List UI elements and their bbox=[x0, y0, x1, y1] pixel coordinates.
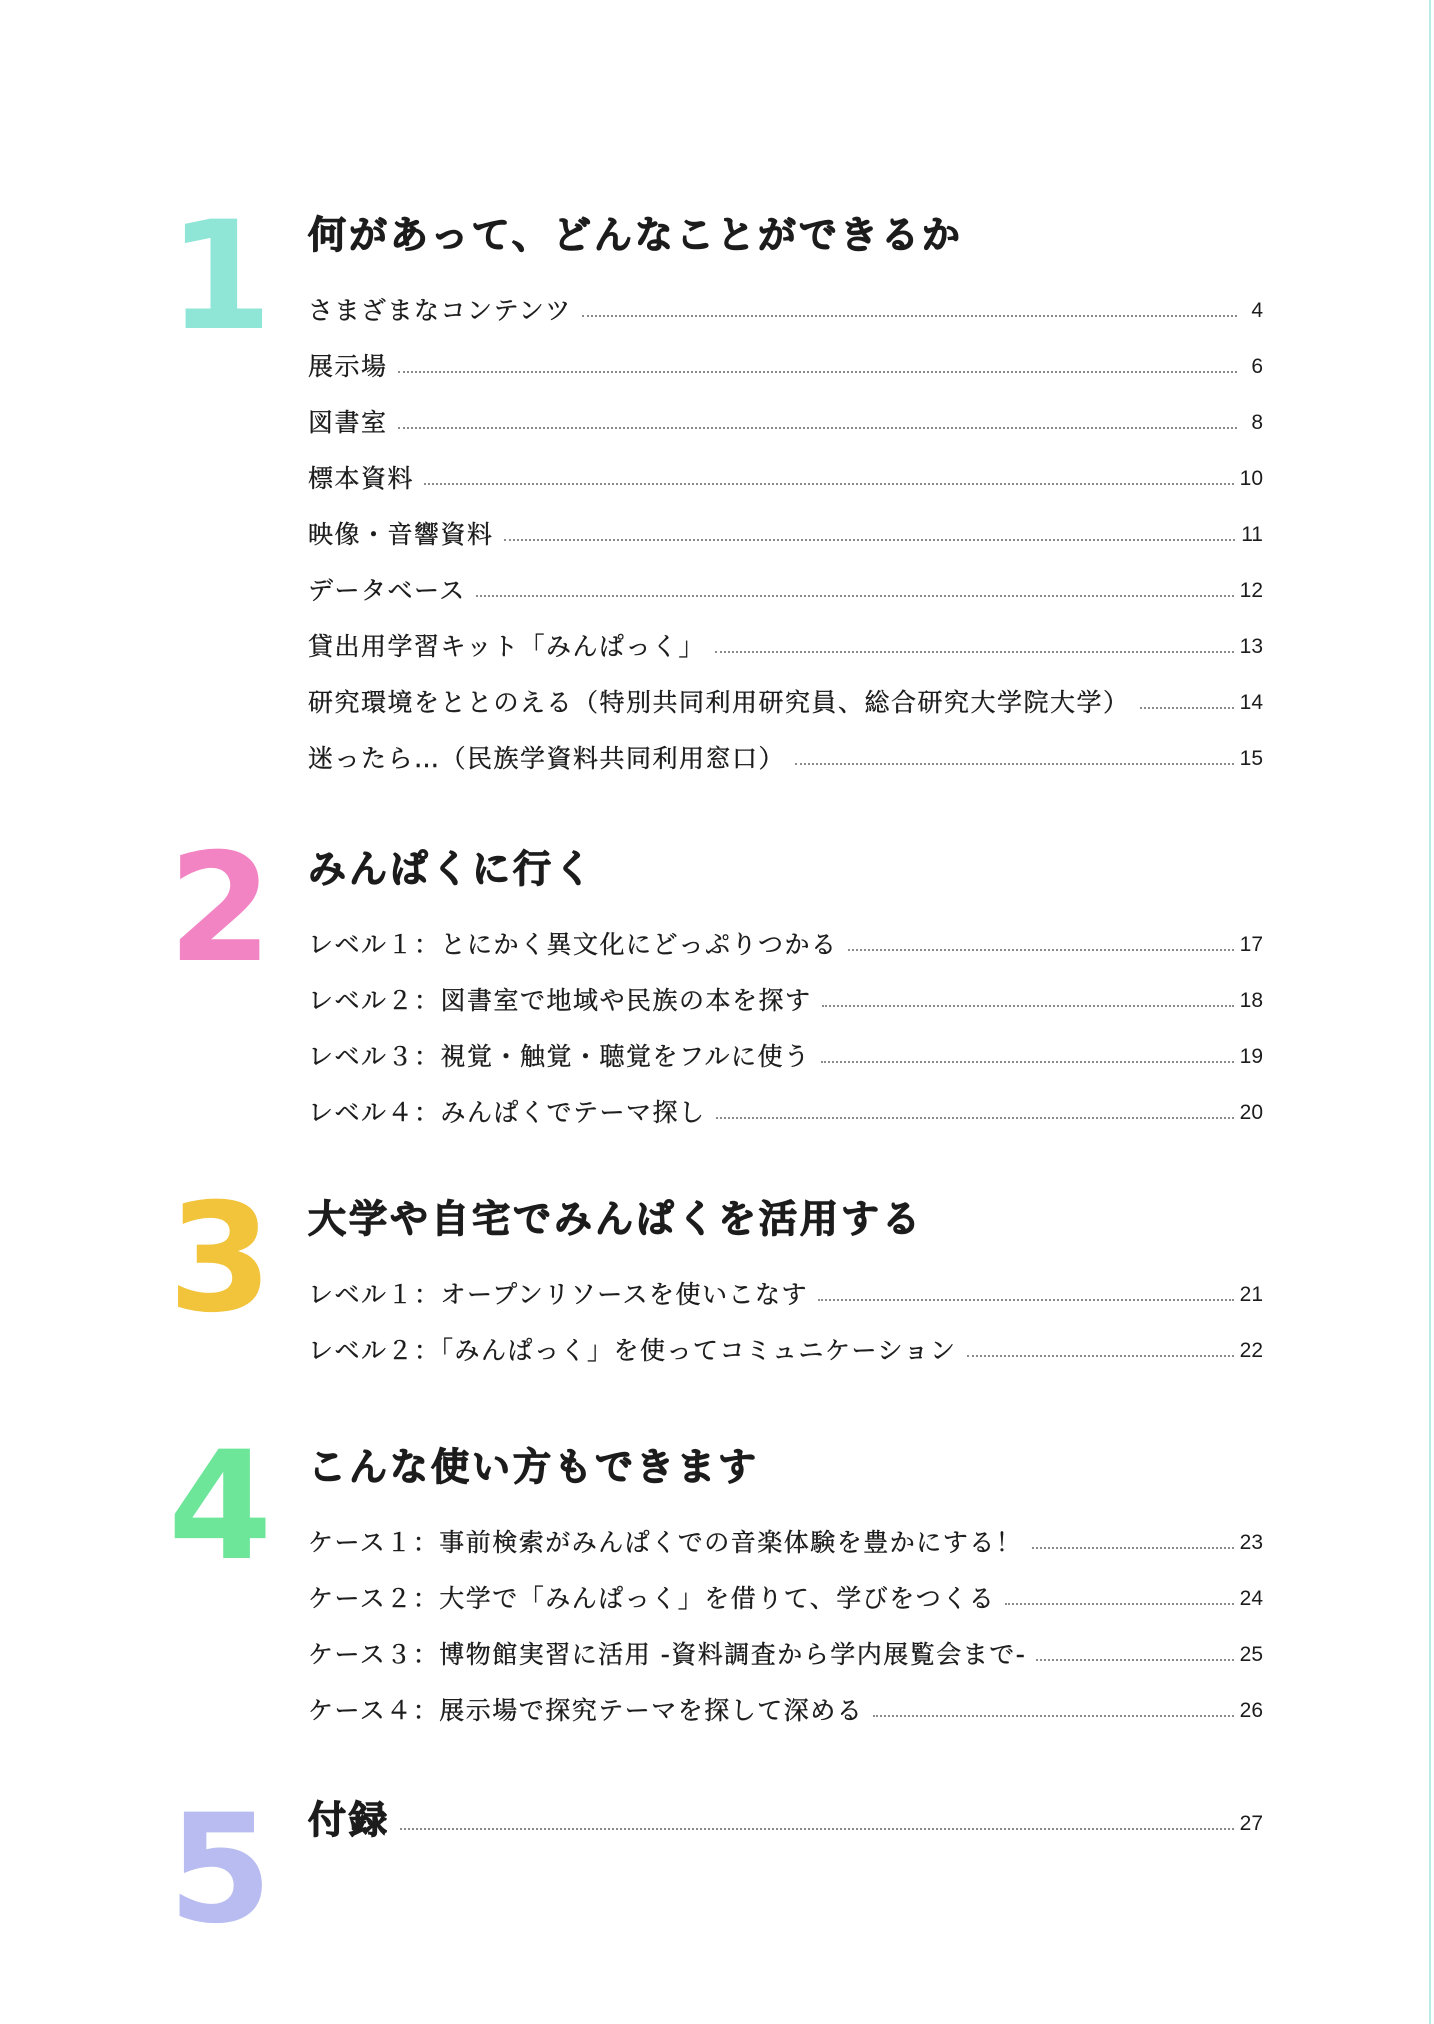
dot-leader bbox=[821, 1061, 1234, 1063]
toc-entry[interactable] bbox=[308, 904, 1263, 960]
toc-entry-label: レベル２：図書室で地域や民族の本を探す bbox=[308, 986, 812, 1015]
dot-leader bbox=[716, 1117, 1234, 1119]
section-number: 3 bbox=[168, 1172, 269, 1346]
toc-list bbox=[308, 1502, 1263, 1726]
toc-page-number: 14 bbox=[1239, 691, 1263, 714]
toc-entry[interactable] bbox=[308, 438, 1263, 494]
toc-list bbox=[308, 270, 1263, 774]
toc-entry-label: 図書室 bbox=[308, 408, 388, 437]
toc-entry-label: レベル１：オープンリソースを使いこなす bbox=[308, 1280, 809, 1309]
toc-entry[interactable] bbox=[308, 1614, 1263, 1670]
toc-entry-label: 研究環境をととのえる（特別共同利用研究員、総合研究大学院大学） bbox=[308, 688, 1130, 717]
toc-list bbox=[308, 904, 1263, 1128]
dot-leader bbox=[715, 651, 1234, 653]
toc-page-number: 27 bbox=[1239, 1812, 1263, 1835]
toc-entry[interactable] bbox=[308, 1558, 1263, 1614]
toc-entry-label: ケース２：大学で「みんぱっく」を借りて、学びをつくる bbox=[308, 1584, 996, 1613]
toc-page-number: 13 bbox=[1239, 635, 1263, 658]
section-number: 5 bbox=[168, 1783, 269, 1957]
dot-leader bbox=[795, 763, 1234, 765]
dot-leader bbox=[1140, 707, 1234, 709]
toc-entry-label: 映像・音響資料 bbox=[308, 520, 494, 549]
toc-entry[interactable] bbox=[308, 550, 1263, 606]
toc-entry-label: ケース３：博物館実習に活用 -資料調査から学内展覧会まで- bbox=[308, 1640, 1027, 1669]
dot-leader bbox=[967, 1355, 1234, 1357]
toc-entry-label: 貸出用学習キット「みんぱっく」 bbox=[308, 632, 706, 661]
toc-entry-label: ケース１：事前検索がみんぱくでの音楽体験を豊かにする！ bbox=[308, 1528, 1023, 1557]
section-title: みんぱくに行く bbox=[308, 847, 596, 891]
toc-page-number: 20 bbox=[1239, 1101, 1263, 1124]
dot-leader bbox=[398, 371, 1237, 373]
toc-page-number: 10 bbox=[1239, 467, 1263, 490]
dot-leader bbox=[1036, 1659, 1233, 1661]
toc-page-number: 23 bbox=[1239, 1531, 1263, 1554]
dot-leader bbox=[818, 1299, 1234, 1301]
section-title: 大学や自宅でみんぱくを活用する bbox=[308, 1197, 924, 1241]
dot-leader bbox=[582, 315, 1237, 317]
toc-entry[interactable] bbox=[308, 606, 1263, 662]
toc-page-number: 11 bbox=[1241, 523, 1263, 546]
toc-entry[interactable] bbox=[308, 1016, 1263, 1072]
toc-entry-label: 迷ったら…（民族学資料共同利用窓口） bbox=[308, 744, 786, 773]
toc-entry[interactable] bbox=[308, 1670, 1263, 1726]
toc-entry-label: 展示場 bbox=[308, 352, 388, 381]
toc-page-number: 15 bbox=[1239, 747, 1263, 770]
toc-page-number: 25 bbox=[1239, 1643, 1263, 1666]
toc-page-number: 18 bbox=[1239, 989, 1263, 1012]
dot-leader bbox=[424, 483, 1234, 485]
toc-entry[interactable] bbox=[308, 382, 1263, 438]
toc-entry[interactable] bbox=[308, 494, 1263, 550]
toc-page-number: 21 bbox=[1239, 1283, 1263, 1306]
dot-leader bbox=[504, 539, 1236, 541]
toc-entry[interactable] bbox=[308, 662, 1263, 718]
toc-page-number: 6 bbox=[1251, 355, 1263, 378]
dot-leader bbox=[848, 949, 1234, 951]
dot-leader bbox=[476, 595, 1234, 597]
toc-entry-label: さまざまなコンテンツ bbox=[308, 296, 572, 325]
toc-entry[interactable] bbox=[308, 718, 1263, 774]
section-title: 何があって、どんなことができるか bbox=[308, 213, 963, 257]
toc-page-number: 17 bbox=[1239, 933, 1263, 956]
toc-entry-label: レベル２：「みんぱっく」を使ってコミュニケーション bbox=[308, 1336, 957, 1365]
toc-list bbox=[308, 1254, 1263, 1366]
toc-page-number: 26 bbox=[1239, 1699, 1263, 1722]
dot-leader bbox=[398, 427, 1237, 429]
page-edge-line bbox=[1429, 0, 1431, 2024]
toc-entry[interactable] bbox=[308, 1072, 1263, 1128]
section-title: 付録 bbox=[308, 1798, 391, 1842]
dot-leader bbox=[822, 1005, 1234, 1007]
toc-page-number: 4 bbox=[1251, 299, 1263, 322]
dot-leader bbox=[1032, 1547, 1233, 1549]
section-number: 4 bbox=[168, 1420, 269, 1594]
toc-entry[interactable] bbox=[308, 960, 1263, 1016]
toc-page-number: 12 bbox=[1239, 579, 1263, 602]
toc-page-number: 8 bbox=[1251, 411, 1263, 434]
toc-entry-label: データベース bbox=[308, 576, 466, 605]
toc-page-number: 22 bbox=[1239, 1339, 1263, 1362]
section-title: こんな使い方もできます bbox=[308, 1445, 760, 1489]
toc-page-number: 24 bbox=[1239, 1587, 1263, 1610]
section-number: 1 bbox=[168, 190, 269, 364]
section-number: 2 bbox=[168, 822, 269, 996]
toc-entry[interactable] bbox=[308, 326, 1263, 382]
toc-entry[interactable] bbox=[308, 270, 1263, 326]
dot-leader bbox=[400, 1828, 1234, 1830]
dot-leader bbox=[1005, 1603, 1233, 1605]
toc-entry-label: ケース４：展示場で探究テーマを探して深める bbox=[308, 1696, 864, 1725]
dot-leader bbox=[873, 1715, 1233, 1717]
toc-entry[interactable] bbox=[308, 1254, 1263, 1310]
toc-entry-label: 標本資料 bbox=[308, 464, 415, 493]
toc-entry-label: レベル４：みんぱくでテーマ探し bbox=[308, 1098, 706, 1127]
toc-entry-appendix[interactable] bbox=[308, 1795, 1263, 1842]
toc-page-number: 19 bbox=[1239, 1045, 1263, 1068]
toc-entry-label: レベル１：とにかく異文化にどっぷりつかる bbox=[308, 930, 838, 959]
toc-entry[interactable] bbox=[308, 1502, 1263, 1558]
toc-entry[interactable] bbox=[308, 1310, 1263, 1366]
toc-entry-label: レベル３：視覚・触覚・聴覚をフルに使う bbox=[308, 1042, 811, 1071]
